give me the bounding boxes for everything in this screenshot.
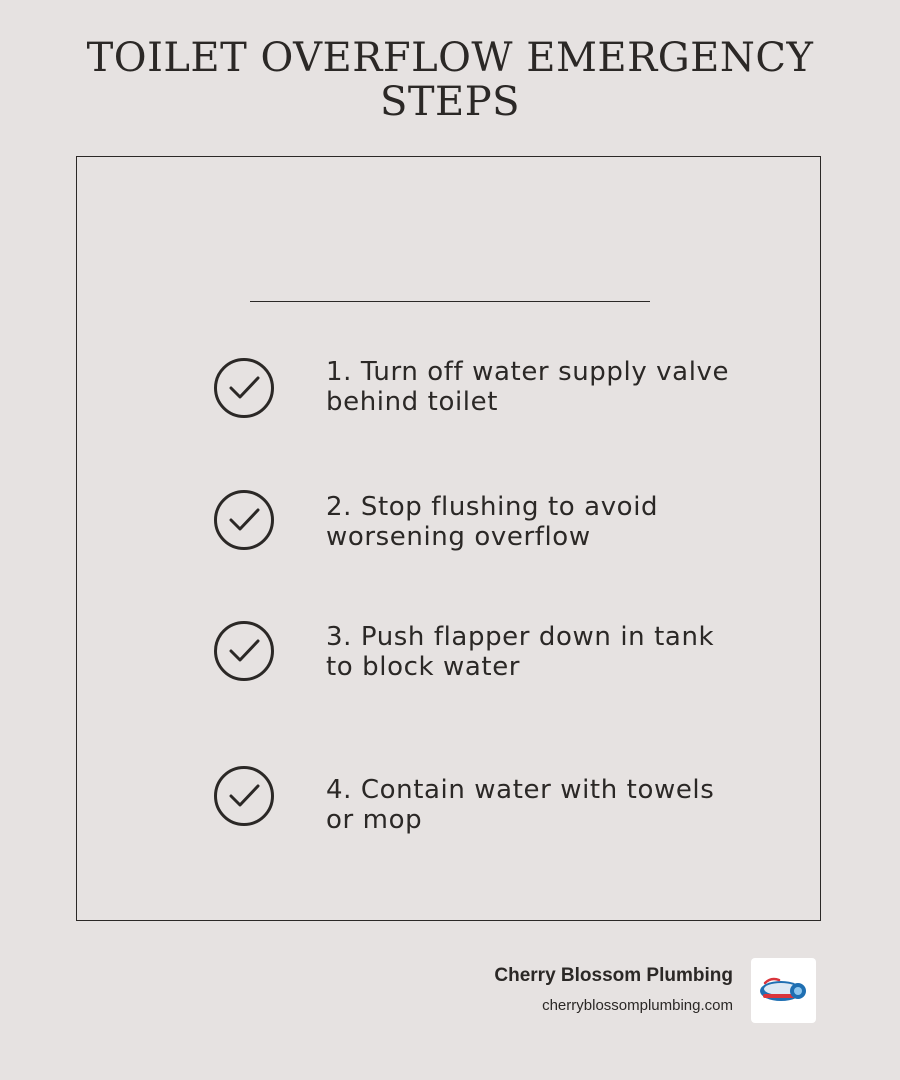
brand-name: Cherry Blossom Plumbing xyxy=(494,965,733,986)
step-text-line: 1. Turn off water supply valve xyxy=(326,357,730,387)
step-text xyxy=(326,357,746,417)
cherry-blossom-plumbing-logo xyxy=(751,958,816,1023)
page-title xyxy=(0,36,900,124)
title-line-1: TOILET OVERFLOW EMERGENCY xyxy=(86,35,814,81)
check-circle-icon xyxy=(213,620,275,682)
title-line-2: STEPS xyxy=(379,79,521,125)
step-text xyxy=(326,775,746,835)
step-text-line: or mop xyxy=(326,805,423,835)
step-text-line: 4. Contain water with towels xyxy=(326,775,715,805)
step-text-line: behind toilet xyxy=(326,387,498,417)
check-circle-icon xyxy=(213,357,275,419)
step-item xyxy=(77,489,822,569)
step-text-line: 2. Stop flushing to avoid xyxy=(326,492,659,522)
check-circle-icon xyxy=(213,765,275,827)
step-text xyxy=(326,622,746,682)
divider-line xyxy=(250,301,650,302)
step-text-line: 3. Push flapper down in tank xyxy=(326,622,715,652)
step-item xyxy=(77,765,822,845)
step-text-line: worsening overflow xyxy=(326,522,591,552)
step-item xyxy=(77,357,822,437)
brand-logo-icon xyxy=(751,958,816,1023)
step-text xyxy=(326,492,746,552)
steps-card xyxy=(76,156,821,921)
website-link[interactable]: cherryblossomplumbing.com xyxy=(542,997,733,1014)
step-item xyxy=(77,620,822,700)
check-circle-icon xyxy=(213,489,275,551)
step-text-line: to block water xyxy=(326,652,521,682)
